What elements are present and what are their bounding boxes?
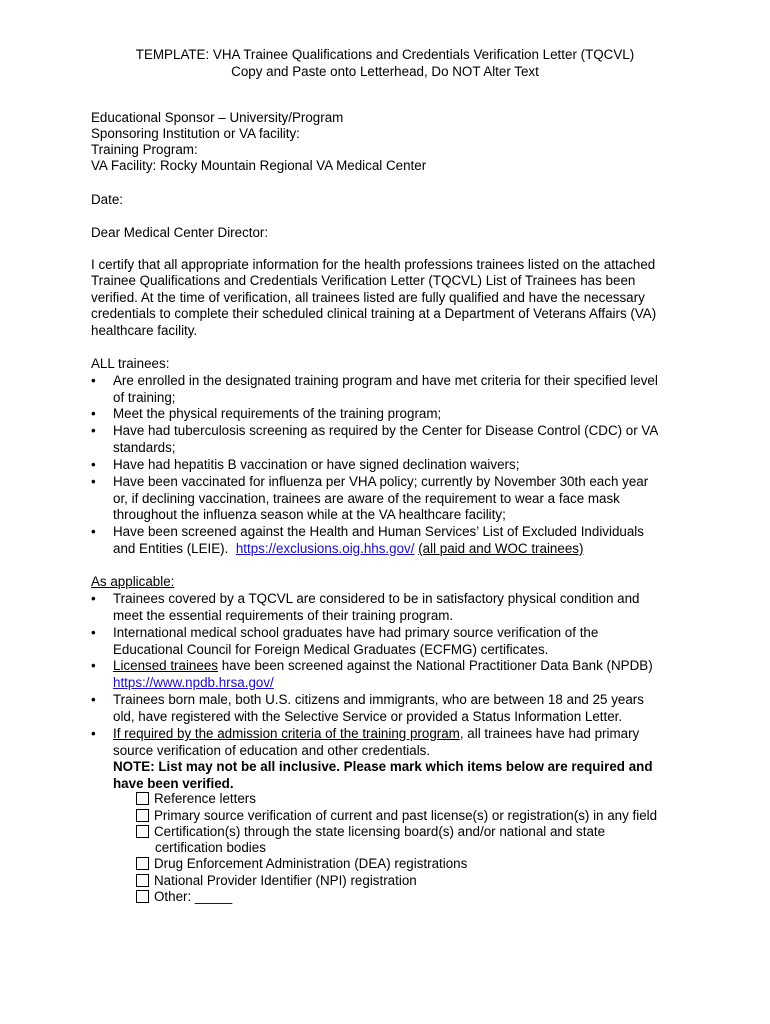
bullet: • <box>91 474 96 489</box>
checklist-item: National Provider Identifier (NPI) registration <box>136 873 417 890</box>
sponsoring-institution: Sponsoring Institution or VA facility: <box>91 126 300 141</box>
intro-line: I certify that all appropriate information for the health professions trainees listed on the attached <box>91 257 656 272</box>
leie-note: (all paid and WOC trainees) <box>418 540 584 556</box>
checklist-item: Drug Enforcement Administration (DEA) registrations <box>136 856 467 873</box>
letter-page: TEMPLATE: VHA Trainee Qualifications and Credentials Verification Letter (TQCVL) Copy and Paste onto Letterhead, Do NOT Alter Text Educational Sponsor – University/Program Sponsoring Institution or VA facility: Training Program: VA Facility: Rocky Mountain Regional VA Medical Center Date: Dear Medical Center Director: I certify that all appropriate information for the health professions trainees listed on the attached Trainee Qualifications and Credentials Verification Letter (TQCVL) List of Trainees has been verified. At the time of verification, all trainees listed are fully qualified and have the necessary credentials to complete their scheduled clinical training at a Department of Veterans Affairs (VA) healthcare facility. ALL trainees: • Are enrolled in the designated training program and have met criteria for their specified level of training; • Meet the physical requirements of the training program; • Have had tuberculosis screening as required by the Center for Disease Control (CDC) or VA standards; • Have had hepatitis B vaccination or have signed declination waivers; • Have been vaccinated for influenza per VHA policy; currently by November 30th each year or, if declining vaccination, trainees are aware of the requirement to wear a face mask throughout the influenza season while at the VA healthcare facility; • Have been screened against the Health and Human Services’ List of Excluded Individuals and Entities (LEIE). https://exclusions.oig.hhs.gov/ (all paid and WOC trainees) As applicable: • Trainees covered by a TQCVL are considered to be in satisfactory physical condition and meet the essential requirements of their training program. • International medical school graduates have had primary source verification of the Educational Council for Foreign Medical Graduates (ECFMG) certificates. • Licensed trainees have been screened against the National Practitioner Data Bank (NPDB) https://www.npdb.hrsa.gov/ • Trainees born male, both U.S. citizens and immigrants, who are between 18 and 25 years old, have registered with the Selective Service or provided a Status Information Letter. • If required by the admission criteria of the training program, all trainees have had primary source verification of education and other credentials. NOTE: List may not be all inclusive. Please mark which items below are required and have been verified. Reference letters Primary source verification of current and past license(s) or registration(s) in any field Certification(s) through the state licensing board(s) and/or national and state certification bodies Drug Enforcement Administration (DEA) registrations National Provider Identifier (NPI) registration Other: _____ <box>0 0 770 1024</box>
intro-line: credentials to complete their scheduled clinical training at a Department of Veterans Affairs (VA) <box>91 306 657 321</box>
intro-line: Trainee Qualifications and Credentials Verification Letter (TQCVL) List of Trainees has been <box>91 273 636 288</box>
date-label: Date: <box>91 192 124 207</box>
admission-criteria-text: If required by the admission criteria of the training program <box>113 726 460 741</box>
template-instruction: Copy and Paste onto Letterhead, Do NOT Alter Text <box>231 64 539 79</box>
bullet: • <box>91 524 96 539</box>
salutation: Dear Medical Center Director: <box>91 225 269 240</box>
npdb-text: have been screened against the National Practitioner Data Bank (NPDB) <box>217 658 653 673</box>
bullet: • <box>91 625 96 640</box>
checklist-item: Other: _____ <box>136 889 232 906</box>
checkbox[interactable] <box>136 809 149 822</box>
checklist-item-continuation: certification bodies <box>155 840 266 855</box>
checkbox[interactable] <box>136 825 149 838</box>
checkbox[interactable] <box>136 890 149 903</box>
leie-text: and Entities (LEIE). <box>113 540 236 556</box>
checklist-item: Certification(s) through the state licensing board(s) and/or national and state <box>136 824 605 841</box>
educational-sponsor: Educational Sponsor – University/Program <box>91 110 344 125</box>
bullet: • <box>91 406 96 421</box>
checklist-item: Reference letters <box>136 791 256 808</box>
bullet: • <box>91 373 96 388</box>
checkbox[interactable] <box>136 792 149 805</box>
bullet: • <box>91 692 96 707</box>
intro-line: healthcare facility. <box>91 323 198 338</box>
npdb-link[interactable]: https://www.npdb.hrsa.gov/ <box>113 674 274 690</box>
template-title: TEMPLATE: VHA Trainee Qualifications and Credentials Verification Letter (TQCVL) <box>135 47 635 62</box>
admission-text: , all trainees have had primary <box>459 726 640 741</box>
bullet: • <box>91 658 96 673</box>
checklist-item: Primary source verification of current and past license(s) or registration(s) in any field <box>136 808 657 825</box>
bullet: • <box>91 457 96 472</box>
bullet: • <box>91 591 96 606</box>
licensed-trainees-text: Licensed trainees <box>113 658 218 673</box>
checkbox[interactable] <box>136 874 149 887</box>
all-trainees-heading: ALL trainees: <box>91 356 170 371</box>
va-facility: VA Facility: Rocky Mountain Regional VA Medical Center <box>91 158 427 173</box>
bullet: • <box>91 726 96 741</box>
checkbox[interactable] <box>136 857 149 870</box>
bullet: • <box>91 423 96 438</box>
training-program: Training Program: <box>91 142 198 157</box>
as-applicable-heading: As applicable: <box>91 574 175 589</box>
note-line: have been verified. <box>113 775 234 791</box>
note-line: NOTE: List may not be all inclusive. Please mark which items below are required and <box>113 759 653 775</box>
exclusions-link[interactable]: https://exclusions.oig.hhs.gov/ <box>235 540 415 556</box>
intro-line: verified. At the time of verification, all trainees listed are fully qualified and have the necessary <box>91 290 645 305</box>
